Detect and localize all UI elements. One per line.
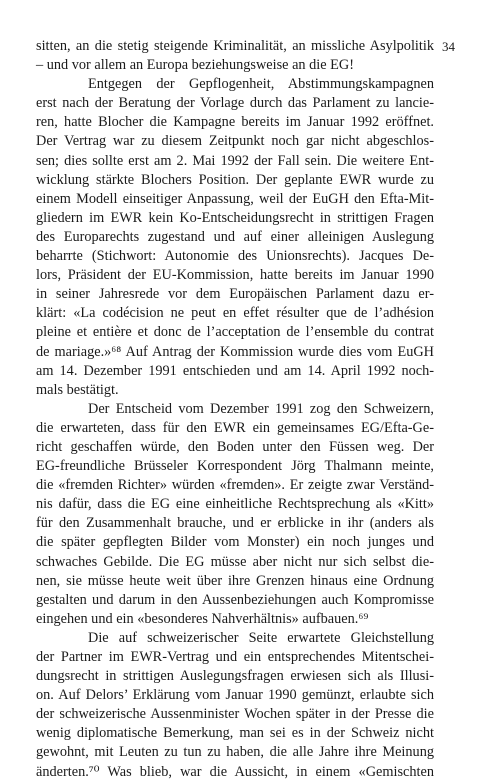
text-line: gewohnt, mit Leuten zu tun zu haben, die alle Jahre ihre Meinung — [36, 744, 434, 761]
text-line: nen, sie müsse heute weit über ihre Grenzen hinaus eine Ordnung — [36, 572, 434, 589]
text-line: erst nach der Beratung der Vorlage durch das Parlament zu lancie- — [36, 95, 434, 112]
text-line: der schweizerische Aussenminister Wochen später in der Presse die — [36, 706, 434, 723]
text-line: ren, hatte Blocher die Kampagne bereits im Januar 1992 eröffnet. — [36, 114, 434, 131]
text-line: richt geschaffen würde, den Boden unter den Füssen weg. Der — [36, 438, 434, 455]
text-line: für den Zusammenhalt brauche, und er erblicke in ihr (anders als — [36, 515, 434, 532]
text-line: mals bestätigt. — [36, 381, 119, 398]
text-line: wicklung stärkte Blochers Position. Der geplante EWR wurde zu — [36, 171, 434, 188]
text-line: sitten, an die stetig steigende Kriminalität, an missliche Asylpolitik — [36, 38, 434, 54]
text-line: – und vor allem an Europa beziehungsweise an die EG! — [36, 57, 355, 74]
text-line: pleine et entière et donc de l’acceptation de l’ensemble du contrat — [36, 324, 434, 341]
text-line: on. Auf Delors’ Erklärung vom Januar 1990 gemünzt, erlaubte sich — [36, 687, 434, 704]
text-line: de mariage.»⁶⁸ Auf Antrag der Kommission wurde dies vom EuGH — [36, 343, 434, 360]
text-line: änderten.⁷⁰ Was blieb, war die Aussicht, in einem «Gemischten — [36, 763, 434, 780]
text-line: Der Vertrag war zu diesem Zeitpunkt noch gar nicht abgeschlos- — [36, 133, 434, 150]
text-line: EG-freundliche Brüsseler Korrespondent Jörg Thalmann meinte, — [36, 458, 434, 475]
body-text — [36, 37, 434, 782]
text-line: die später gepflegten Bilder vom Monster) ein noch junges und — [36, 534, 434, 551]
text-line: wenig diplomatische Bemerkung, man sei es in der Schweiz nicht — [36, 725, 434, 742]
text-line: gliedern im EWR kein Ko-Entscheidungsrecht in strittigen Fragen — [36, 209, 434, 226]
text-line: Entgegen der Gepflogenheit, Abstimmungskampagnen — [88, 76, 434, 93]
text-line: in seiner Jahresrede vor dem Europäischen Parlament dazu er- — [36, 286, 434, 303]
text-line: die erwarteten, dass für den EWR ein gemeinsames EG/Efta-Ge- — [36, 419, 434, 436]
text-line: eingehen und ein «besonderes Nahverhältnis» aufbauen.⁶⁹ — [36, 610, 369, 627]
text-line: Der Entscheid vom Dezember 1991 zog den Schweizern, — [88, 400, 434, 417]
text-line: klärt: «La codécision ne peut en effet résulter que de l’adhésion — [36, 305, 434, 322]
text-line: beharrte (Stichwort: Autonomie des Unionsrechts). Jacques De- — [36, 248, 434, 265]
text-line: dungsrecht in strittigen Auslegungsfragen erwiesen sich als Illusi- — [36, 668, 434, 685]
text-line: die «fremden Richter» würden «fremden». Er zeigte zwar Verständ- — [36, 477, 434, 494]
text-line: nis dafür, dass die EG eine einheitliche Rechtsprechung als «Kitt» — [36, 496, 434, 513]
page-number: 34 — [442, 39, 455, 54]
text-line: am 14. Dezember 1991 entschieden und am 14. April 1992 noch- — [36, 362, 434, 379]
text-line: des Europarechts zugestand und auf einer alleinigen Auslegung — [36, 228, 434, 245]
text-line: der Partner im EWR-Vertrag und ein entsprechendes Mitentschei- — [36, 649, 434, 665]
text-line: Die auf schweizerischer Seite erwartete Gleichstellung — [88, 629, 434, 646]
text-line: lors, Präsident der EU-Kommission, hatte bereits im Januar 1990 — [36, 267, 434, 284]
text-line: schwaches Gebilde. Die EG müsse aber nicht nur sich selbst die- — [36, 553, 434, 570]
text-line: einem Modell einseitiger Anpassung, weil der EuGH den Efta-Mit- — [36, 190, 434, 207]
text-line: gestalten und darum in den Aussenbeziehungen auch Kompromisse — [36, 591, 434, 608]
text-line: sen; dies sollte erst am 2. Mai 1992 der Fall sein. Die weitere Ent- — [36, 152, 434, 169]
